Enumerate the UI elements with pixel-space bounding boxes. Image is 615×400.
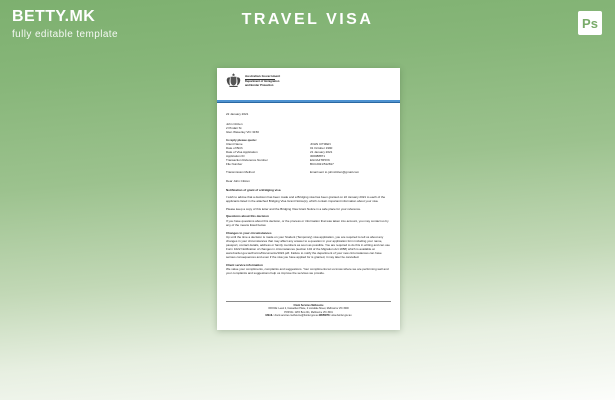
field-label: Transmission Method <box>226 169 255 174</box>
agency-government: Australian Government <box>245 73 281 78</box>
section-heading: Client service information <box>226 263 263 268</box>
transmission-method-row <box>226 171 391 175</box>
footer-contact-line <box>226 314 391 317</box>
field-value: JOHN CITIZEN <box>310 142 331 147</box>
field-label: Date of Birth <box>226 146 243 150</box>
recipient-city: Glen Waverley VIC 3150 <box>226 130 259 135</box>
section-text: Up until the time a decision is made on your Student (Temporary) visa application, you are required to tell us about any changes in your circumstances that may affect any answer to a question in your application form including your name, passport, contact details, address or family members as soon as possible. You are required to do this in writing and can use Form 1022 Notification of changes in circumstances (section 104 of the Migration Act 1958) which is available at www.border.gov.au/Forms/Documents/1022.pdf. Failure to notify the department of your new circumstances can have serious consequences and even if the visa you have applied for is granted, it may later be cancelled. <box>226 235 390 260</box>
field-label: File Number <box>226 161 243 166</box>
footer-office-name: Client Services Melbourne <box>293 304 324 307</box>
agency-department-line1: Department of Immigration <box>245 80 280 84</box>
section-text: If you have questions about this decision, or the process or information that was taken into account, you may contact us by any of the means listed below. <box>226 218 389 227</box>
field-value: EGOA4TR5VK <box>310 157 331 162</box>
field-value: 300088871 <box>310 153 326 158</box>
field-row <box>226 163 391 167</box>
brand-tagline: fully editable template <box>12 29 118 40</box>
letter-body <box>217 103 400 276</box>
letter-date: 22 January 2021 <box>226 112 249 116</box>
visa-letter-document <box>217 68 400 330</box>
salutation: Dear John Citizen <box>226 178 250 183</box>
field-value: 01 October 1990 <box>310 146 333 150</box>
page-title: TRAVEL VISA <box>241 11 374 28</box>
letter-subject: Notification of grant of a Bridging visa <box>226 187 281 192</box>
ps-badge-label: Ps <box>582 15 598 31</box>
section-text: We value your compliments, complaints and suggestions. Your compliments let us know where we are performing well and your complaints and suggestions help us improve the services we provide. <box>226 267 389 276</box>
footer-website-label: WEBSITE: <box>318 314 331 318</box>
agency-text <box>245 73 280 87</box>
letter-footer <box>226 301 391 317</box>
section-heading: Changes to your circumstances <box>226 230 272 235</box>
agency-department-line2: and Border Protection <box>245 83 274 87</box>
intro-paragraph: I wish to advise that a decision has been made and a Bridging visa has been granted on 22 January 2021 to each of the applicants listed in the attached Bridging Visa Grant Notice(s), which contain important information about your visa. <box>226 195 386 204</box>
field-label: Application ID <box>226 153 245 158</box>
footer-email: client.services.melbourne@border.gov.au <box>274 314 319 318</box>
recipient-name: John Citizen <box>226 121 243 126</box>
field-value: BCC2021/512817 <box>310 161 334 166</box>
letterhead <box>217 68 400 92</box>
field-label: Transaction Reference Number <box>226 157 268 162</box>
reference-fields <box>226 143 391 167</box>
recipient-address-block <box>226 122 391 134</box>
section-heading: Questions about this decision <box>226 214 269 219</box>
footer-postal-address: POSTAL: GPO Box 241, Melbourne VIC 3001 <box>284 310 333 314</box>
australian-coat-of-arms-icon <box>225 73 242 88</box>
footer-office-address: OFFICE: Level 2, Casselden Place, 2 Lonsdale Street, Melbourne VIC 3000 <box>268 307 349 311</box>
intro-paragraph: Please keep a copy of this letter and the Bridging Visa Grant Notice in a safe place for your reference. <box>226 206 362 211</box>
brand-logo: BETTY.MK <box>12 8 96 25</box>
recipient-street: 2 Pindari St <box>226 126 242 130</box>
footer-email-label: EMAIL: <box>265 314 274 318</box>
field-label: Client Name <box>226 142 243 147</box>
quote-heading: In reply please quote: <box>226 138 257 143</box>
field-label: Date of Visa Application <box>226 149 258 154</box>
photoshop-ps-icon <box>578 11 602 35</box>
footer-website: www.border.gov.au <box>331 314 352 318</box>
field-value: Email sent to johncitizen@gmail.com <box>310 169 360 174</box>
field-value: 21 January 2021 <box>310 149 333 154</box>
